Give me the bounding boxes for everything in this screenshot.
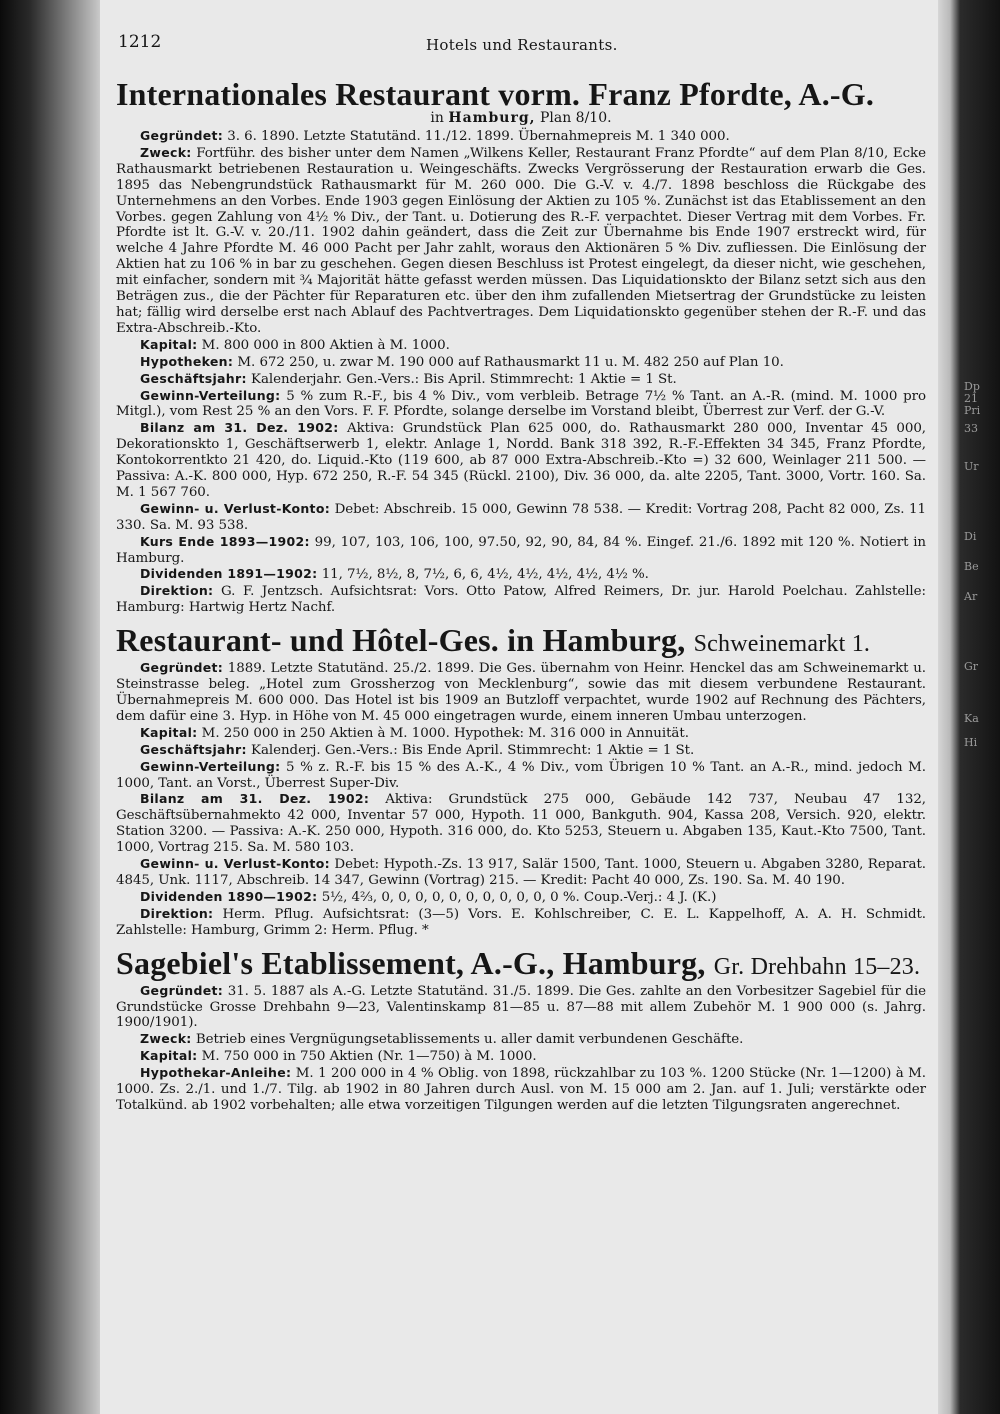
entry-paragraph [116, 371, 926, 388]
running-title: Hotels und Restaurants. [426, 36, 618, 54]
field-label: Gegründet: [140, 660, 224, 676]
company-entry-sagebiel [116, 944, 926, 1114]
field-label: Gewinn-Verteilung: [140, 758, 281, 774]
field-label: Gegründet: [140, 128, 224, 143]
page-header [118, 32, 908, 54]
entry-title-main: Restaurant- und Hôtel-Ges. in Hamburg, [116, 622, 686, 659]
field-label: Direktion: [140, 905, 214, 921]
entry-paragraph [116, 1065, 926, 1114]
margin-fragment: Di [964, 530, 977, 543]
margin-fragment: Gr [964, 660, 979, 673]
field-label: Hypotheken: [140, 353, 234, 369]
entry-paragraph [116, 534, 926, 567]
entry-title [116, 944, 926, 983]
entry-paragraph [116, 566, 926, 583]
field-label: Dividenden 1890—1902: [140, 888, 318, 904]
field-label: Dividenden 1891—1902: [140, 566, 318, 582]
field-text: Betrieb eines Vergnügungsetablissements u. aller damit verbundenen Geschäfte. [195, 1032, 744, 1048]
entry-title-address: Gr. Drehbahn 15–23. [713, 953, 921, 980]
field-label: Gewinn- u. Verlust-Konto: [140, 500, 331, 516]
field-text: M. 250 000 in 250 Aktien à M. 1000. Hypothek: M. 316 000 in Annuität. [201, 725, 689, 741]
entry-paragraph [116, 983, 926, 1032]
field-text: Debet: Abschreib. 15 000, Gewinn 78 538. — Kredit: Vortrag 208, Pacht 82 000, Zs. 11 330. Sa. M. 93 538. [116, 501, 926, 533]
subtitle-city: Hamburg, [448, 110, 536, 126]
field-text: M. 800 000 in 800 Aktien à M. 1000. [201, 337, 450, 353]
field-text: 5 % z. R.-F. bis 15 % des A.-K., 4 % Div., vom Übrigen 10 % Tant. an A.-R., mind. jedoch M. 1000, Tant. an Vorst., Überrest Super-Div. [116, 759, 926, 791]
entry-paragraph [116, 354, 926, 371]
adjacent-page-gutter [938, 0, 1000, 1414]
entry-paragraph [116, 1048, 926, 1065]
field-label: Geschäftsjahr: [140, 370, 247, 386]
margin-fragment: 33 [964, 422, 978, 435]
field-text: M. 1 200 000 in 4 % Oblig. von 1898, rückzahlbar zu 103 %. 1200 Stücke (Nr. 1—1200) à M. 1000. Zs. 2./1. und 1./7. Tilg. ab 1902 in 80 Jahren durch Ausl. von M. 15 000 am 2. Jan. auf 1. Juli; verstärkte oder Totalkünd. ab 1902 vorbehalten; alle etwa vorzeitigen Tilgungen werden auf die letzten Tilgungsraten angerechnet. [116, 1066, 926, 1113]
field-text: 11, 7½, 8½, 8, 7½, 6, 6, 4½, 4½, 4½, 4½, 4½ %. [321, 567, 649, 583]
entry-paragraph [116, 501, 926, 534]
field-label: Gegründet: [140, 982, 224, 998]
entry-subtitle [116, 110, 926, 126]
margin-fragment: Ka [964, 712, 979, 725]
margin-fragment: Ur [964, 460, 979, 473]
field-text: Kalenderjahr. Gen.-Vers.: Bis April. Stimmrecht: 1 Aktie = 1 St. [250, 371, 677, 387]
entry-paragraph [116, 791, 926, 856]
entry-paragraph [116, 128, 926, 145]
page-content [116, 78, 926, 1122]
field-label: Bilanz am 31. Dez. 1902: [140, 791, 370, 807]
field-label: Zweck: [140, 1031, 192, 1047]
field-text: 3. 6. 1890. Letzte Statutänd. 11./12. 1899. Übernahmepreis M. 1 340 000. [227, 129, 730, 144]
field-text: Herm. Pflug. Aufsichtsrat: (3—5) Vors. E. Kohlschreiber, C. E. L. Kappelhoff, A. A. H. Schmidt. Zahlstelle: Hamburg, Grimm 2: Herm. Pflug. * [116, 906, 926, 938]
field-text: 5 % zum R.-F., bis 4 % Div., vom verbleib. Betrage 7½ % Tant. an A.-R. (mind. M. 1000 pro Mitgl.), vom Rest 25 % an den Vors. F. F. Pfordte, solange derselbe im Vorstand bleibt, Überrest zur Verf. der G.-V. [116, 388, 926, 420]
field-label: Kapital: [140, 724, 198, 740]
margin-fragment: Pri [964, 404, 981, 417]
entry-paragraph [116, 725, 926, 742]
margin-fragment: 21 [964, 392, 978, 405]
field-text: M. 750 000 in 750 Aktien (Nr. 1—750) à M. 1000. [201, 1049, 537, 1065]
entry-paragraph [116, 906, 926, 939]
margin-fragment: Ar [964, 590, 978, 603]
subtitle-pre: in [430, 110, 444, 126]
field-label: Gewinn- u. Verlust-Konto: [140, 856, 330, 872]
entry-paragraph [116, 1031, 926, 1048]
entry-paragraph [116, 742, 926, 759]
company-entry-restaurant-hotel [116, 624, 926, 938]
field-text: Aktiva: Grundstück 275 000, Gebäude 142 737, Neubau 47 132, Geschäftsübernahmekto 42 000, Inventar 57 000, Hypoth. 11 000, Bankguth. 904, Kassa 208, Versich. 920, elektr. Station 3200. — Passiva: A.-K. 250 000, Hypoth. 316 000, do. Kto 5253, Steuern u. Abgaben 135, Kaut.-Kto 7500, Tant. 1000, Vortrag 215. Sa. M. 580 103. [116, 792, 926, 856]
book-binding-shadow [0, 0, 110, 1414]
entry-paragraph [116, 145, 926, 337]
field-label: Kapital: [140, 336, 198, 352]
field-text: Aktiva: Grundstück Plan 625 000, do. Rathausmarkt 280 000, Inventar 45 000, Dekorationskto 1, Geschäftserwerb 1, elektr. Anlage 1, Nordd. Bank 318 392, R.-F.-Effekten 34 345, Franz Pfordte, Kontokorrentkto 21 420, do. Liquid.-Kto (119 600, ab 87 000 Extra-Abschreib.-Kto =) 32 600, Weinlager 211 500. — Passiva: A.-K. 800 000, Hyp. 672 250, R.-F. 54 345 (Rückl. 2100), Div. 36 000, da. alte 2205, Tant. 3000, Vortr. 160. Sa. M. 1 567 760. [116, 421, 926, 500]
margin-fragment: Hi [964, 736, 978, 749]
entry-title-main: Sagebiel's Etablissement, A.-G., Hamburg, [116, 944, 706, 981]
entry-paragraph [116, 388, 926, 421]
field-text: 5½, 4⅔, 0, 0, 0, 0, 0, 0, 0, 0, 0, 0, 0 %. Coup.-Verj.: 4 J. (K.) [321, 889, 717, 905]
field-label: Gewinn-Verteilung: [140, 387, 281, 403]
field-text: Kalenderj. Gen.-Vers.: Bis Ende April. Stimmrecht: 1 Aktie = 1 St. [250, 742, 695, 758]
entry-title: Internationales Restaurant vorm. Franz Pfordte, A.-G. [116, 76, 875, 112]
field-text: 99, 107, 103, 106, 100, 97.50, 92, 90, 84, 84 %. Eingef. 21./6. 1892 mit 120 %. Notiert in Hamburg. [116, 534, 927, 566]
margin-fragment: Dp [964, 380, 980, 393]
entry-paragraph [116, 420, 926, 501]
entry-paragraph [116, 337, 926, 354]
field-text: G. F. Jentzsch. Aufsichtsrat: Vors. Otto Patow, Alfred Reimers, Dr. jur. Harold Poelchau. Zahlstelle: Hamburg: Hartwig Hertz Nachf. [116, 584, 926, 616]
entry-paragraph [116, 856, 926, 889]
company-entry-pfordte [116, 78, 926, 616]
field-label: Kurs Ende 1893—1902: [140, 533, 310, 549]
field-text: Fortführ. des bisher unter dem Namen „Wilkens Keller, Restaurant Franz Pfordte“ auf dem Plan 8/10, Ecke Rathausmarkt betriebenen Restauration u. Weingeschäfts. Zwecks Vergrösserung der Restauration erwarb die Ges. 1895 das Nebengrundstück Rathausmarkt für M. 260 000. Die G.-V. v. 4./7. 1898 beschloss die Rückgabe des Unternehmens an den Vorbes. Ende 1903 gegen Einlösung der Aktien zu 105 %. Zunächst ist das Etablissement an den Vorbes. gegen Zahlung von 4½ % Div., der Tant. u. Dotierung des R.-F. verpachtet. Dieser Vertrag mit dem Vorbes. Fr. Pfordte ist lt. G.-V. v. 20./11. 1902 dahin geändert, dass die Zeit zur Übernahme bis Ende 1907 erstreckt wird, für welche 4 Jahre Pfordte M. 46 000 Pacht per Jahr zahlt, woraus den Aktionären 5 % Div. zufliessen. Die Einlösung der Aktien hat zu 106 % in bar zu geschehen. Gegen diesen Beschluss ist Protest eingelegt, da dieser nicht, wie geschehen, mit einfacher, sondern mit ¾ Majorität hätte gefasst werden müssen. Das Liquidationskto der Bilanz setzt sich aus den Beträgen zus., die der Pächter für Reparaturen etc. über den ihm zufallenden Mietsertrag der Grundstücke zu leisten hat; fällig wird derselbe erst nach Ablauf des Pachtvertrages. Dem Liquidationskto gegenüber stehen der R.-F. und das Extra-Abschreib.-Kto. [116, 145, 926, 336]
margin-fragment: Be [964, 560, 979, 573]
entry-title [116, 624, 926, 660]
field-label: Bilanz am 31. Dez. 1902: [140, 420, 339, 436]
field-label: Kapital: [140, 1048, 198, 1064]
field-text: 31. 5. 1887 als A.-G. Letzte Statutänd. 31./5. 1899. Die Ges. zahlte an den Vorbesitzer Sagebiel für die Grundstücke Grosse Drehbahn 9—23, Valentinskamp 81—85 u. 87—88 mit allem Zubehör M. 1 900 000 (s. Jahrg. 1900/1901). [116, 983, 926, 1031]
field-label: Zweck: [140, 144, 192, 160]
entry-paragraph [116, 759, 926, 792]
entry-paragraph [116, 660, 926, 725]
subtitle-post: Plan 8/10. [539, 110, 612, 126]
field-label: Direktion: [140, 583, 214, 599]
field-label: Geschäftsjahr: [140, 741, 247, 757]
document-page [100, 0, 938, 1414]
field-text: 1889. Letzte Statutänd. 25./2. 1899. Die Ges. übernahm von Heinr. Henckel das am Schweinemarkt u. Steinstrasse beleg. „Hotel zum Grossherzog von Mecklenburg“, sowie das mit diesem verbundene Restaurant. Übernahmepreis M. 600 000. Das Hotel ist bis 1909 an Butzloff verpachtet, wurde 1902 auf Rechnung des Pächters, dem dafür eine 3. Hyp. in Höhe von M. 45 000 eingetragen wurde, einem inneren Umbau unterzogen. [116, 661, 926, 724]
entry-title-address: Schweinemarkt 1. [693, 631, 871, 658]
field-text: Debet: Hypoth.-Zs. 13 917, Salär 1500, Tant. 1000, Steuern u. Abgaben 3280, Reparat. 4845, Unk. 1117, Abschreib. 14 347, Gewinn (Vortrag) 215. — Kredit: Pacht 40 000, Zs. 190. Sa. M. 40 190. [116, 857, 926, 888]
entry-paragraph [116, 889, 926, 906]
field-label: Hypothekar-Anleihe: [140, 1065, 292, 1081]
entry-paragraph [116, 583, 926, 616]
page-number: 1212 [118, 32, 162, 52]
field-text: M. 672 250, u. zwar M. 190 000 auf Rathausmarkt 11 u. M. 482 250 auf Plan 10. [237, 354, 784, 370]
